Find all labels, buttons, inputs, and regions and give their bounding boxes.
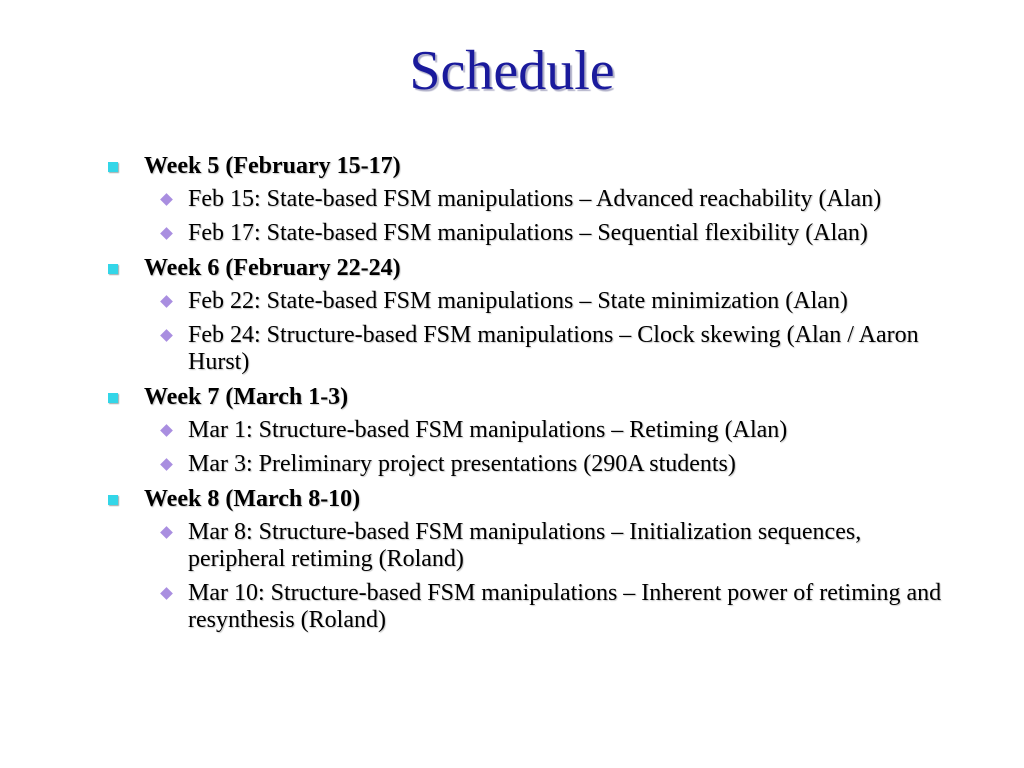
week-heading [102, 254, 942, 282]
list-item-text: Mar 8: Structure-based FSM manipulations – Initialization sequences, peripheral retiming (Roland) [188, 519, 862, 572]
square-bullet-icon [108, 264, 118, 274]
week-section [102, 152, 942, 247]
week-section [102, 383, 942, 478]
list-item [102, 288, 942, 315]
diamond-bullet-icon [160, 526, 173, 539]
week-heading-text: Week 6 (February 22-24) [144, 255, 401, 281]
week-section [102, 485, 942, 634]
list-item [102, 322, 942, 376]
list-item-text: Mar 3: Preliminary project presentations (290A students) [188, 451, 736, 477]
diamond-bullet-icon [160, 295, 173, 308]
diamond-bullet-icon [160, 587, 173, 600]
schedule-list [102, 152, 942, 641]
diamond-bullet-icon [160, 193, 173, 206]
week-heading [102, 152, 942, 180]
square-bullet-icon [108, 162, 118, 172]
diamond-bullet-icon [160, 458, 173, 471]
week-heading-text: Week 7 (March 1-3) [144, 384, 349, 410]
week-heading-text: Week 8 (March 8-10) [144, 486, 361, 512]
list-item [102, 451, 942, 478]
list-item-text: Feb 17: State-based FSM manipulations – Sequential flexibility (Alan) [188, 220, 868, 246]
week-section [102, 254, 942, 376]
list-item [102, 220, 942, 247]
diamond-bullet-icon [160, 227, 173, 240]
diamond-bullet-icon [160, 424, 173, 437]
list-item-text: Feb 22: State-based FSM manipulations – State minimization (Alan) [188, 288, 848, 314]
list-item [102, 580, 942, 634]
week-heading [102, 485, 942, 513]
list-item-text: Feb 15: State-based FSM manipulations – Advanced reachability (Alan) [188, 186, 882, 212]
week-heading [102, 383, 942, 411]
diamond-bullet-icon [160, 329, 173, 342]
week-heading-text: Week 5 (February 15-17) [144, 153, 401, 179]
list-item [102, 417, 942, 444]
square-bullet-icon [108, 495, 118, 505]
list-item-text: Feb 24: Structure-based FSM manipulations – Clock skewing (Alan / Aaron Hurst) [188, 322, 919, 375]
square-bullet-icon [108, 393, 118, 403]
list-item-text: Mar 1: Structure-based FSM manipulations – Retiming (Alan) [188, 417, 788, 443]
list-item-text: Mar 10: Structure-based FSM manipulations – Inherent power of retiming and resynthesis (Roland) [188, 580, 942, 633]
slide-title: Schedule [409, 40, 615, 102]
list-item [102, 519, 942, 573]
list-item [102, 186, 942, 213]
